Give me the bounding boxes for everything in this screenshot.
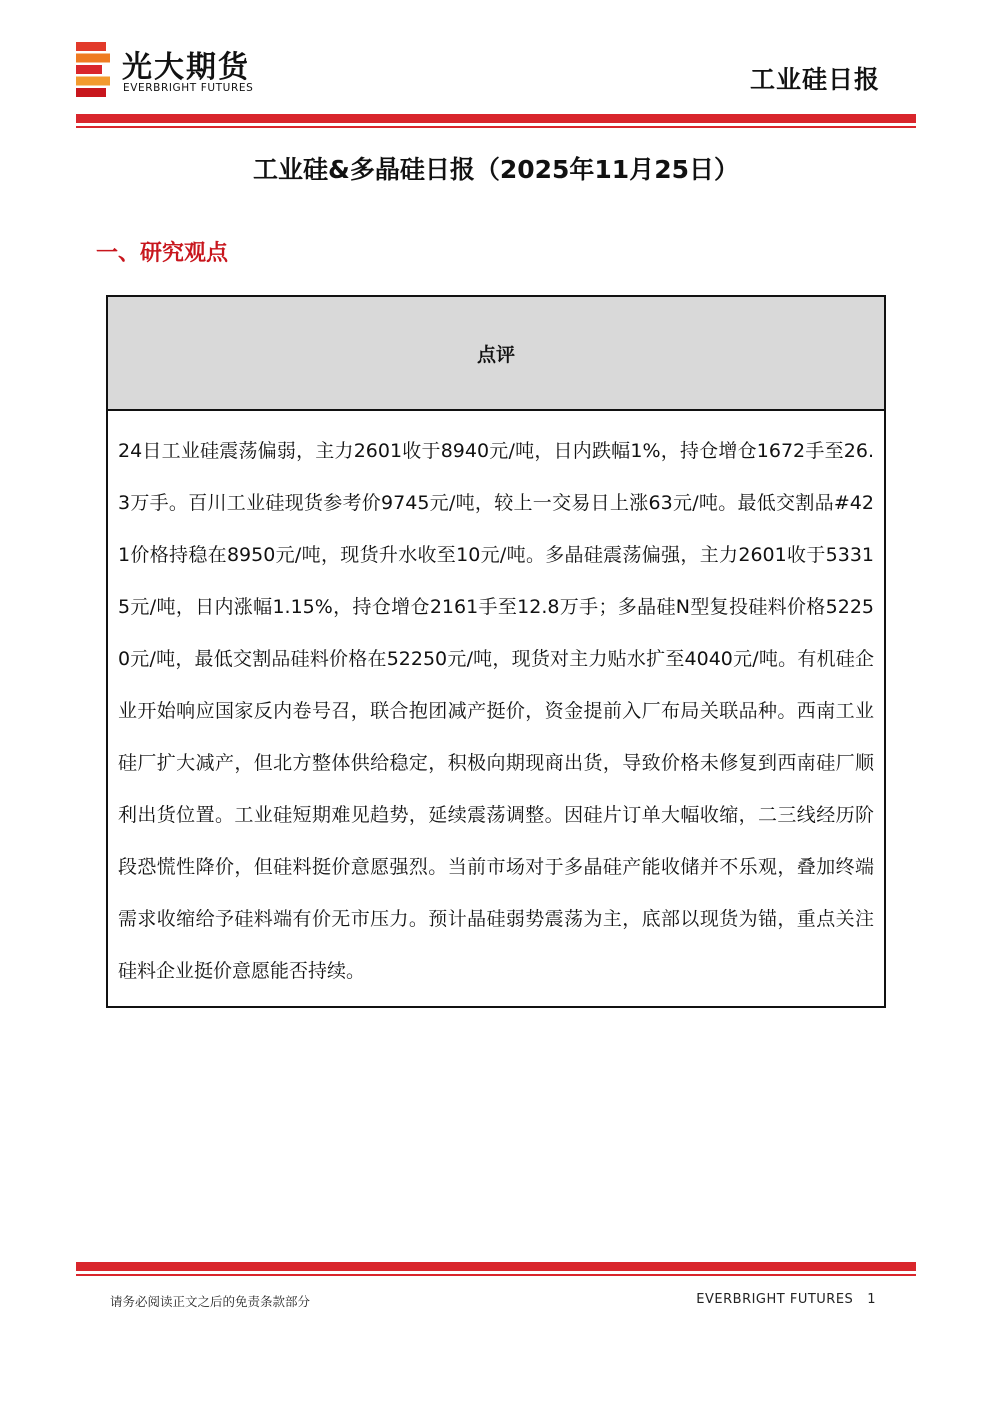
page-number: 1	[867, 1292, 876, 1307]
footer-brand-page	[696, 1292, 876, 1307]
disclaimer-note: 请务必阅读正文之后的免责条款部分	[110, 1294, 311, 1309]
document-title: 工业硅&多晶硅日报（2025年11月25日）	[253, 155, 739, 184]
brand-name-en: EVERBRIGHT FUTURES	[123, 82, 254, 94]
company-logo	[76, 40, 286, 100]
commentary-text: 24日工业硅震荡偏弱，主力2601收于8940元/吨，日内跌幅1%，持仓增仓1672手至26.3万手。百川工业硅现货参考价9745元/吨，较上一交易日上涨63元/吨。最低交割品#421价格持稳在8950元/吨，现货升水收至10元/吨。多晶硅震荡偏强，主力2601收于53315元/吨，日内涨幅1.15%，持仓增仓2161手至12.8万手；多晶硅N型复投硅料价格52250元/吨，最低交割品硅料价格在52250元/吨，现货对主力贴水扩至4040元/吨。有机硅企业开始响应国家反内卷号召，联合抱团减产挺价，资金提前入厂布局关联品种。西南工业硅厂扩大减产，但北方整体供给稳定，积极向期现商出货，导致价格未修复到西南硅厂顺利出货位置。工业硅短期难见趋势，延续震荡调整。因硅片订单大幅收缩，二三线经历阶段恐慌性降价，但硅料挺价意愿强烈。当前市场对于多晶硅产能收储并不乐观，叠加终端需求收缩给予硅料端有价无市压力。预计晶硅弱势震荡为主，底部以现货为锚，重点关注硅料企业挺价意愿能否持续。	[118, 440, 874, 982]
footer-brand: EVERBRIGHT FUTURES	[696, 1292, 854, 1307]
header-divider	[76, 114, 916, 128]
brand-name-cn: 光大期货	[122, 50, 250, 85]
table-header: 点评	[108, 297, 884, 411]
everbright-logo-icon	[76, 42, 112, 98]
footer-divider	[76, 1262, 916, 1276]
commentary-table	[106, 295, 886, 1008]
report-name: 工业硅日报	[749, 65, 880, 94]
section-heading: 一、研究观点	[96, 241, 229, 266]
